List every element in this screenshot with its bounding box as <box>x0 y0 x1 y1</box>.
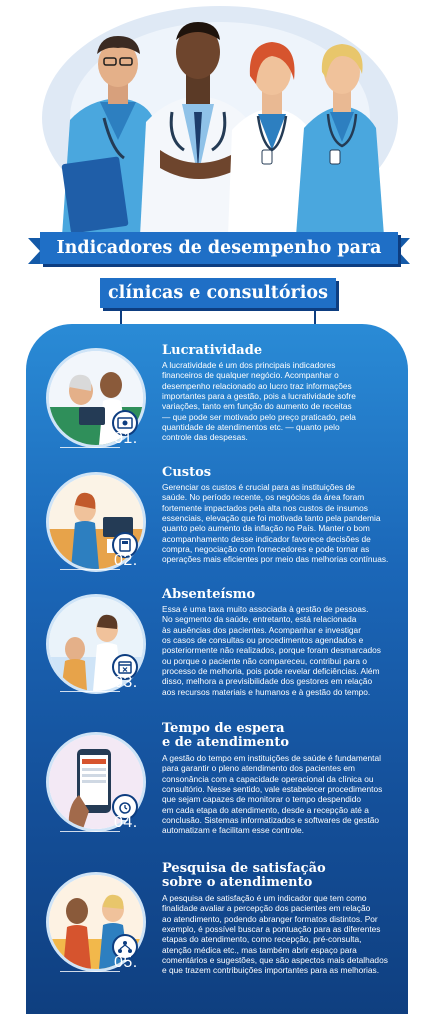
section-number: 01. <box>114 430 138 447</box>
section-body: Essa é uma taxa muito associada à gestão de pessoas. No segmento da saúde, entretanto, está relacionada às ausências dos pacientes. Acompanhar e investigar os casos de consultas ou procedimentos agendados e posteriormente não realizados, porque foram desmarcados ou porque o paciente não compareceu, contribui para o processo de melhoria, pois pode revelar deficiências. Além disso, melhora a previsibilidade dos gestores em relação aos recursos materiais e humanos e à gestão do tempo. <box>162 604 381 697</box>
section-number: 04. <box>114 814 138 831</box>
page-title-line-1: Indicadores de desempenho para <box>40 232 398 264</box>
section-body: A lucratividade é um dos principais indicadores financeiros de qualquer negócio. Acompanhar o desempenho relacionado ao lucro traz informações importantes para a gestão, pois a lucratividade sofre variações, tanto em função do aumento de receitas — que pode ser motivado pelo preço praticado, pela quantidade de atendimentos etc. — quanto pelo controle das despesas. <box>162 360 356 443</box>
banner-fold-right <box>398 238 410 264</box>
section-number: 02. <box>114 552 138 569</box>
section-body: A gestão do tempo em instituições de saúde é fundamental para garantir o pleno atendimento dos pacientes em consonância com a capacidade operacional da clínica ou consultório. Nesse sentido, vale estabelecer procedimentos que sejam capazes de monitorar o tempo despendido em cada etapa do atendimento, desde a recepção até a conclusão. Sistemas informatizados e softwares de gestão automatizam e facilitam esse controle. <box>162 753 383 836</box>
section-number: 03. <box>114 674 138 691</box>
section-title: Absenteísmo <box>162 587 256 602</box>
section-body: Gerenciar os custos é crucial para as instituições de saúde. No período recente, os negócios da área foram fortemente impactados pela alta nos custos de insumos essenciais, elevação que foi motivada tanto pela pandemia quanto pelo aumento da inflação no País. Manter o bom acompanhamento desse indicador favorece decisões de compra, negociação com fornecedores e pode tornar as operações mais eficientes por meio das melhorias contínuas. <box>162 482 389 565</box>
section-title: Pesquisa de satisfação sobre o atendimento <box>162 861 326 890</box>
header-illustration <box>0 0 434 236</box>
section-title: Lucratividade <box>162 343 263 358</box>
section-number: 05. <box>114 954 138 971</box>
section-title: Tempo de espera e de atendimento <box>162 721 290 750</box>
banner-fold-left <box>28 238 40 264</box>
page-title-line-2: clínicas e consultórios <box>100 278 336 308</box>
number-underline <box>60 569 120 570</box>
number-underline <box>60 971 120 972</box>
section-title: Custos <box>162 465 212 480</box>
number-underline <box>60 447 120 448</box>
number-underline <box>60 691 120 692</box>
number-underline <box>60 831 120 832</box>
section-body: A pesquisa de satisfação é um indicador que tem como finalidade avaliar a percepção dos pacientes em relação ao atendimento, podendo abranger formatos distintos. Por exemplo, é possível buscar a pontuação para as diferentes etapas do atendimento, como recepção, pré-consulta, atenção médica etc., mas também abrir espaço para comentários e sugestões, que são aspectos mais detalhados e que trazem contribuições importantes para as melhorias. <box>162 893 388 976</box>
